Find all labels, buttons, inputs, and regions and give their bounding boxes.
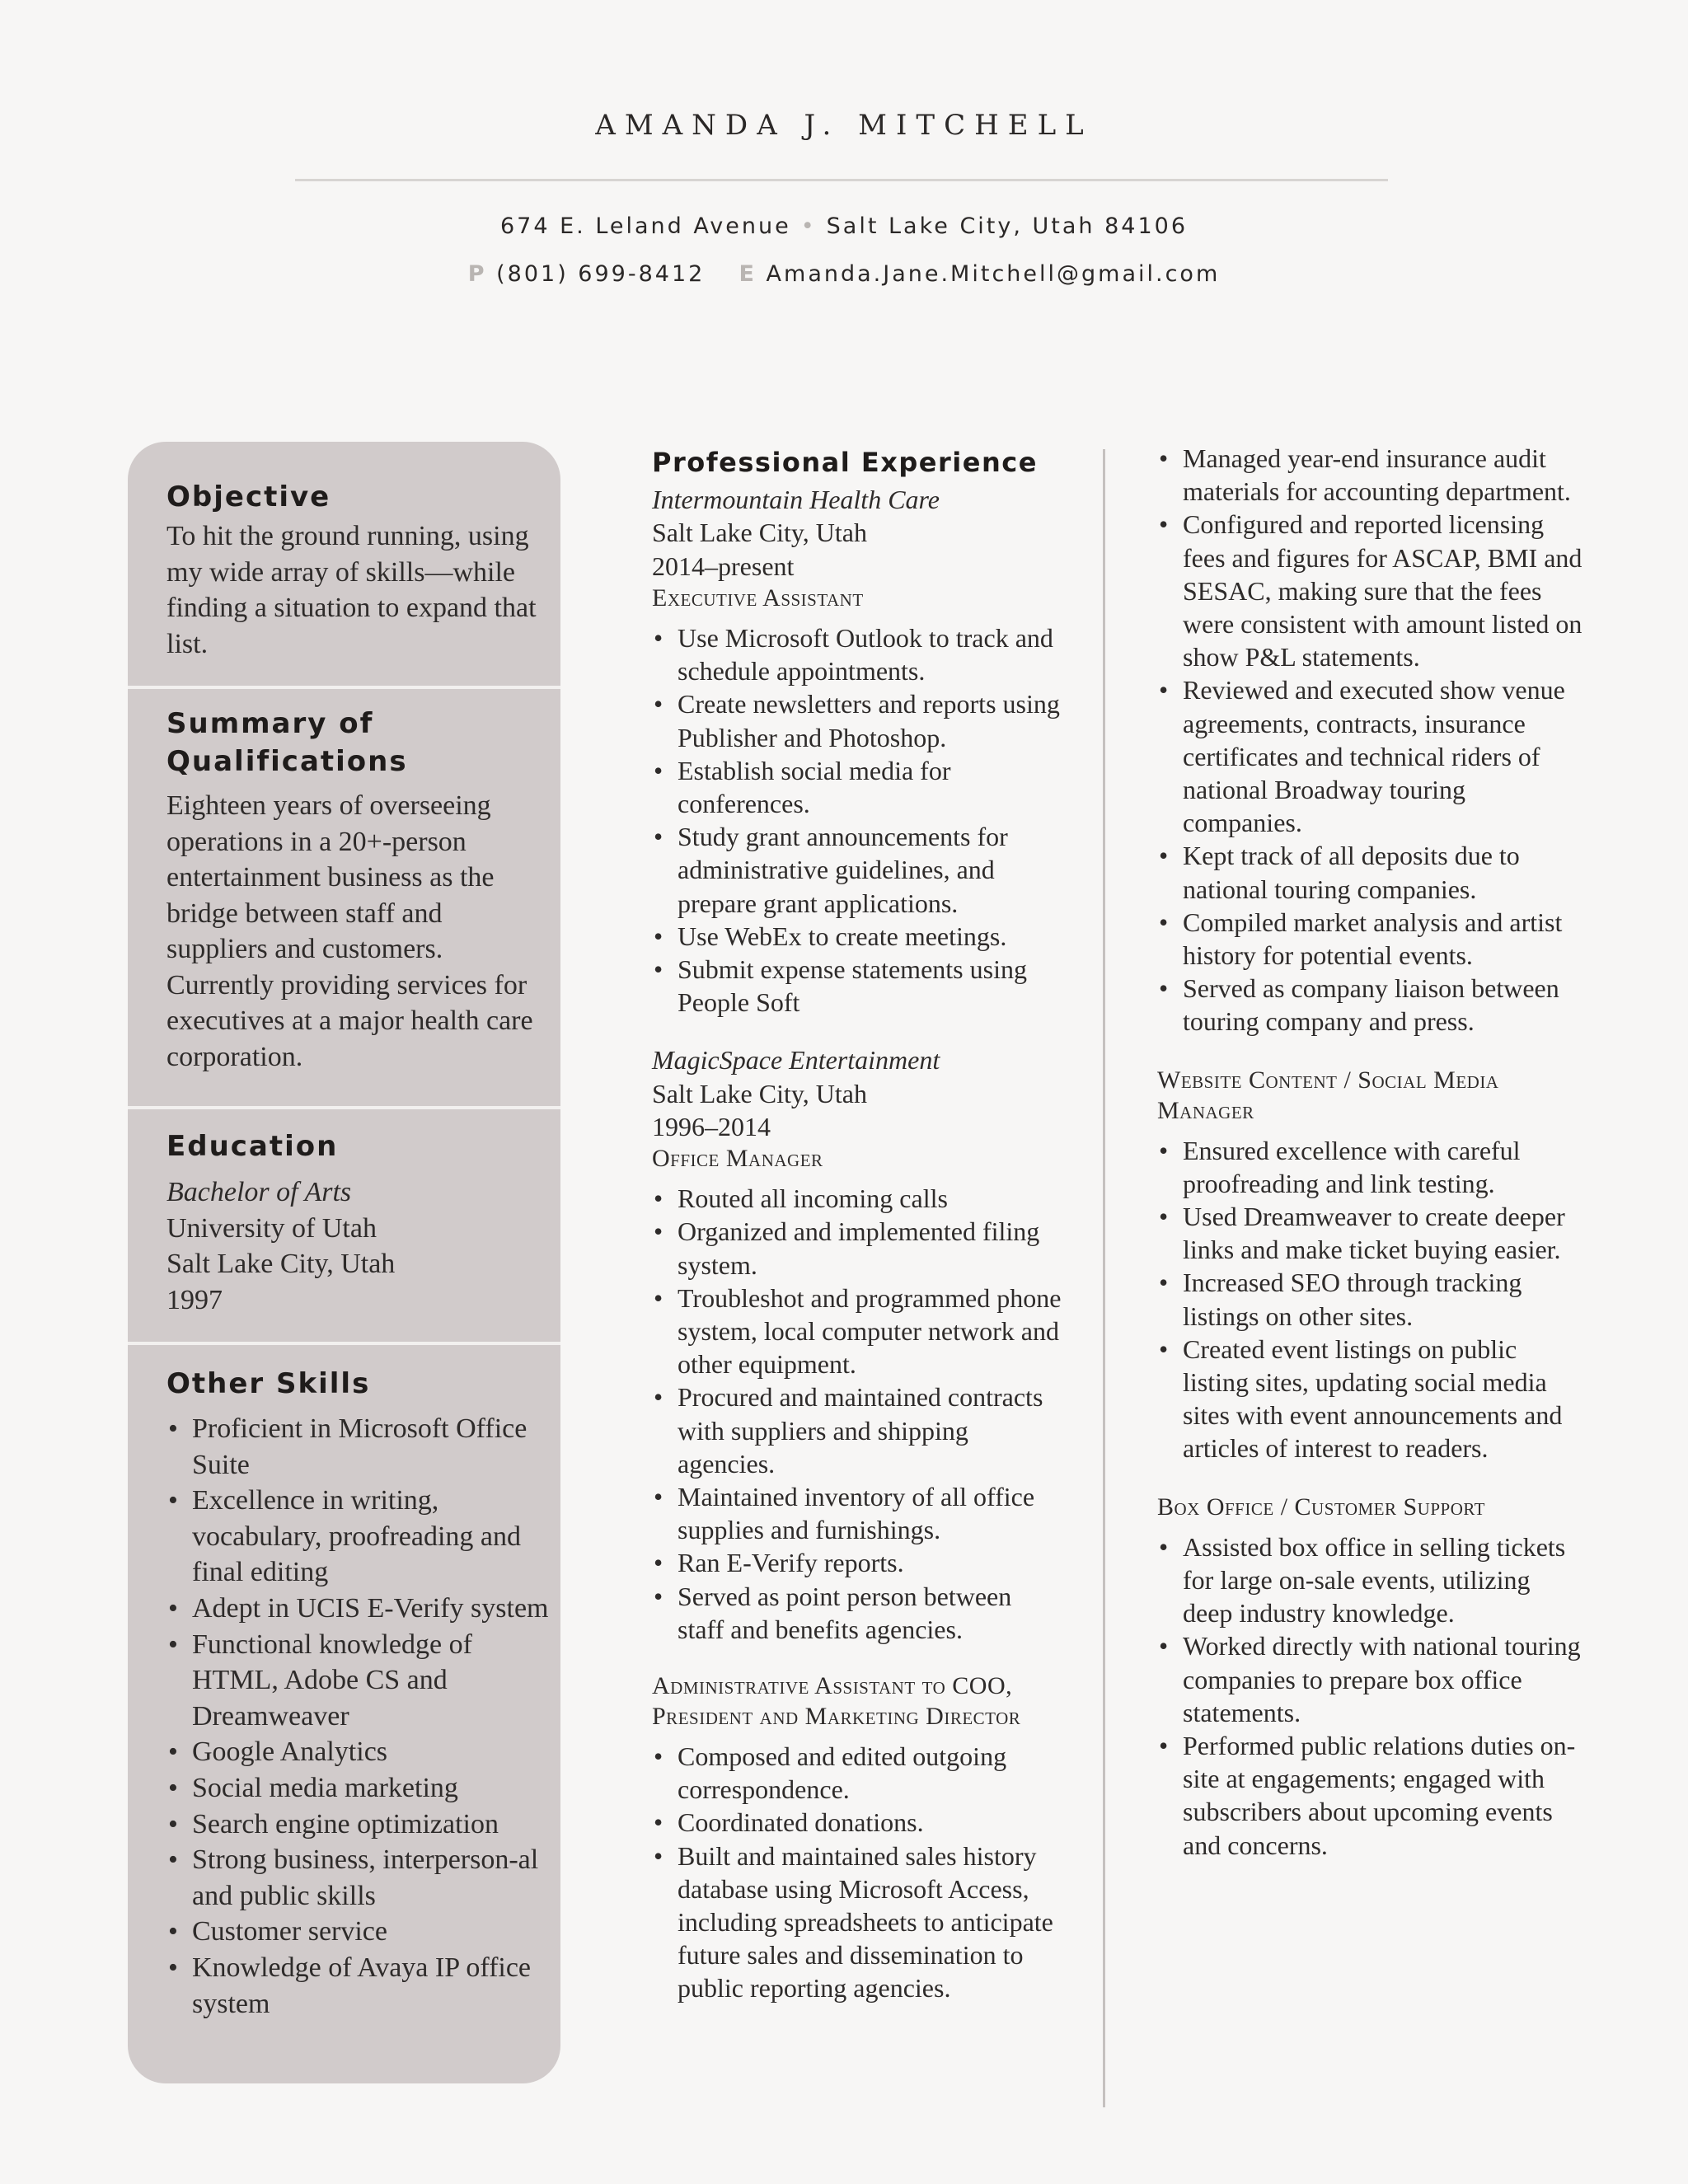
list-item: • Compiled market analysis and artist history for potential events. [1157,906,1586,972]
email-address: Amanda.Jane.Mitchell@gmail.com [766,261,1221,287]
job-location: Salt Lake City, Utah [652,1078,867,1108]
job-role-line1: Website Content / Social Media [1157,1066,1499,1094]
summary-heading-line1: Summary of [166,707,374,740]
list-item: • Create newsletters and reports using Publisher and Photoshop. [652,687,1064,753]
list-item: • Ran E-Verify reports. [652,1546,1064,1579]
summary-heading [166,705,408,780]
list-item: • Assisted box office in selling tickets for large on-sale events, utilizing deep industry knowledge. [1157,1530,1586,1630]
list-item: • Configured and reported licensing fees and figures for ASCAP, BMI and SESAC, making sure that the fees were consistent with amount listed on show P&L statements. [1157,508,1586,673]
objective-text: To hit the ground running, using my wide array of skills—while finding a situation to expand that list. [166,521,537,659]
list-item: • Served as point person between staff and benefits agencies. [652,1580,1064,1646]
education-year: 1997 [166,1284,223,1315]
job-duties-list [1157,442,1586,1038]
list-item: • Built and maintained sales history database using Microsoft Access, including spreadsheets to anticipate future sales and dissemination to public reporting agencies. [652,1840,1064,2005]
education-details [166,1174,546,1318]
list-item: • Adept in UCIS E-Verify system [166,1591,554,1627]
list-item: • Establish social media for conferences. [652,754,1064,820]
city-state-zip: Salt Lake City, Utah 84106 [826,213,1189,239]
job-role: Box Office / Customer Support [1157,1493,1485,1521]
list-item: • Use WebEx to create meetings. [652,920,1064,953]
experience-column-middle [652,442,1064,2005]
job-company: MagicSpace Entertainment [652,1045,940,1076]
job-duties-list [1157,1134,1586,1465]
job-role-line1: Administrative Assistant to COO, [652,1672,1013,1700]
job-duties-list [652,1740,1064,2005]
summary-heading-line2: Qualifications [166,745,408,778]
job-company: Intermountain Health Care [652,485,940,514]
list-item: • Organized and implemented filing system. [652,1215,1064,1281]
list-item: • Google Analytics [166,1734,554,1770]
list-item: • Created event listings on public listing sites, updating social media sites with event announcements and articles of interest to readers. [1157,1333,1586,1465]
education-location: Salt Lake City, Utah [166,1249,396,1279]
job-location: Salt Lake City, Utah [652,518,867,548]
skills-heading: Other Skills [166,1367,371,1400]
list-item: • Troubleshot and programmed phone system, local computer network and other equipment. [652,1282,1064,1381]
education-school: University of Utah [166,1212,377,1244]
list-item: • Social media marketing [166,1770,554,1807]
email-label: E [738,261,757,287]
list-item: • Ensured excellence with careful proofreading and link testing. [1157,1134,1586,1200]
list-item: • Submit expense statements using People Soft [652,953,1064,1019]
list-item: • Composed and edited outgoing correspondence. [652,1740,1064,1806]
section-divider [128,1106,560,1109]
list-item: • Coordinated donations. [652,1806,1064,1839]
skills-list [166,1411,554,2022]
job-duties-list [652,1182,1064,1646]
job-role: Office Manager [652,1145,823,1173]
job-duties-list [652,621,1064,1019]
list-item: • Strong business, interperson-al and public skills [166,1842,554,1914]
list-item: • Reviewed and executed show venue agreements, contracts, insurance certificates and technical riders of national Broadway touring companies. [1157,673,1586,839]
summary-text: Eighteen years of overseeing operations in a 20+-person entertainment business as the bridge between staff and suppliers and customers. Currently providing services for executives at a major health care corporation. [166,790,533,1072]
list-item: • Served as company liaison between touring company and press. [1157,972,1586,1038]
list-item: • Study grant announcements for administrative guidelines, and prepare grant applications. [652,820,1064,920]
list-item: • Search engine optimization [166,1807,554,1843]
job-role [652,1671,1064,1732]
list-item: • Procured and maintained contracts with suppliers and shipping agencies. [652,1380,1064,1480]
section-divider [128,1342,560,1345]
address-line [0,213,1688,239]
list-item: • Excellence in writing, vocabulary, proofreading and final editing [166,1483,554,1591]
sidebar-panel [128,442,560,2083]
list-item: • Worked directly with national touring companies to prepare box office statements. [1157,1629,1586,1729]
job-role-line2: President and Marketing Director [652,1703,1021,1731]
street-address: 674 E. Leland Avenue [499,213,791,239]
job-dates: 2014–present [652,551,795,581]
experience-heading: Professional Experience [652,447,1038,478]
job-role: Executive Assistant [652,583,864,612]
list-item: • Routed all incoming calls [652,1182,1064,1215]
column-divider [1103,449,1105,2107]
separator-dot: • [800,213,817,239]
list-item: • Functional knowledge of HTML, Adobe CS and Dreamweaver [166,1627,554,1735]
list-item: • Used Dreamweaver to create deeper links and make ticket buying easier. [1157,1200,1586,1266]
education-heading: Education [166,1130,339,1163]
education-degree: Bachelor of Arts [166,1177,352,1207]
job-dates: 1996–2014 [652,1111,771,1141]
list-item: • Kept track of all deposits due to national touring companies. [1157,839,1586,905]
phone-label: P [467,261,487,287]
job-duties-list [1157,1530,1586,1862]
list-item: • Proficient in Microsoft Office Suite [166,1411,554,1483]
list-item: • Performed public relations duties on-site at engagements; engaged with subscribers about upcoming events and concerns. [1157,1729,1586,1862]
contact-line [0,261,1688,287]
list-item: • Knowledge of Avaya IP office system [166,1950,554,2022]
phone-number: (801) 699-8412 [496,261,706,287]
list-item: • Use Microsoft Outlook to track and schedule appointments. [652,621,1064,687]
experience-column-right [1157,442,1586,1862]
job-role-line2: Manager [1157,1096,1254,1124]
section-divider [128,686,560,689]
header-divider [295,179,1388,181]
list-item: • Customer service [166,1914,554,1950]
job-role [1157,1065,1586,1126]
resume-name: AMANDA J. MITCHELL [595,109,1093,142]
list-item: • Managed year-end insurance audit materials for accounting department. [1157,442,1586,508]
list-item: • Maintained inventory of all office supplies and furnishings. [652,1480,1064,1546]
list-item: • Increased SEO through tracking listings on other sites. [1157,1266,1586,1332]
objective-heading: Objective [166,480,331,513]
